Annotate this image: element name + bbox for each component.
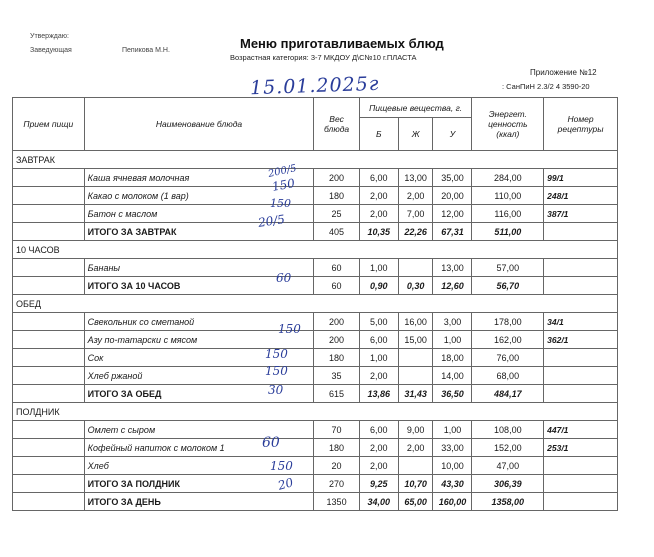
section-row [13, 295, 618, 313]
meal-cell [13, 493, 85, 511]
dish-kcal: 76,00 [472, 349, 544, 367]
dish-kcal: 152,00 [472, 439, 544, 457]
dish-row [13, 205, 618, 223]
total-label: ИТОГО ЗА ПОЛДНИК [84, 475, 314, 493]
col-recipe: Номер рецептуры [544, 98, 618, 151]
dish-recipe: 253/1 [544, 439, 618, 457]
meal-cell [13, 475, 85, 493]
dish-carbs: 12,00 [433, 205, 472, 223]
dish-fat: 2,00 [398, 439, 433, 457]
total-weight: 405 [314, 223, 359, 241]
meal-cell [13, 313, 85, 331]
total-protein: 10,35 [359, 223, 398, 241]
day-total-label: ИТОГО ЗА ДЕНЬ [84, 493, 314, 511]
total-fat: 0,30 [398, 277, 433, 295]
total-label: ИТОГО ЗА 10 ЧАСОВ [84, 277, 314, 295]
dish-name: Сок [84, 349, 314, 367]
meal-cell [13, 385, 85, 403]
dish-protein: 6,00 [359, 331, 398, 349]
col-meal: Прием пищи [13, 98, 85, 151]
menu-table [12, 97, 618, 511]
total-kcal: 56,70 [472, 277, 544, 295]
dish-carbs: 33,00 [433, 439, 472, 457]
dish-kcal: 47,00 [472, 457, 544, 475]
dish-name: Хлеб [84, 457, 314, 475]
dish-name: Какао с молоком (1 вар) [84, 187, 314, 205]
head-label: Заведующая [30, 47, 72, 54]
dish-name: Каша ячневая молочная [84, 169, 314, 187]
dish-carbs: 20,00 [433, 187, 472, 205]
total-carbs: 67,31 [433, 223, 472, 241]
dish-row [13, 187, 618, 205]
total-weight: 615 [314, 385, 359, 403]
col-energy: Энергет. ценность (ккал) [472, 98, 544, 151]
dish-kcal: 284,00 [472, 169, 544, 187]
dish-row [13, 259, 618, 277]
section-row [13, 151, 618, 169]
total-carbs: 43,30 [433, 475, 472, 493]
dish-name: Хлеб ржаной [84, 367, 314, 385]
page-subtitle: Возрастная категория: 3-7 МКДОУ Д\С№10 г.ПЛАСТА [230, 53, 417, 62]
dish-protein: 2,00 [359, 457, 398, 475]
day-total-fat: 65,00 [398, 493, 433, 511]
dish-fat: 15,00 [398, 331, 433, 349]
dish-recipe: 447/1 [544, 421, 618, 439]
dish-carbs: 1,00 [433, 331, 472, 349]
dish-kcal: 110,00 [472, 187, 544, 205]
dish-kcal: 68,00 [472, 367, 544, 385]
col-nutrients: Пищевые вещества, г. [359, 98, 472, 118]
total-label: ИТОГО ЗА ОБЕД [84, 385, 314, 403]
dish-kcal: 57,00 [472, 259, 544, 277]
dish-weight: 200 [314, 331, 359, 349]
dish-protein: 2,00 [359, 439, 398, 457]
dish-carbs: 1,00 [433, 421, 472, 439]
meal-cell [13, 259, 85, 277]
appendix-label: Приложение №12 [530, 68, 597, 77]
approved-label: Утверждаю: [30, 33, 69, 40]
section-row [13, 403, 618, 421]
total-row [13, 385, 618, 403]
dish-fat: 13,00 [398, 169, 433, 187]
section-name: ПОЛДНИК [13, 403, 618, 421]
dish-name: Батон с маслом [84, 205, 314, 223]
dish-recipe: 248/1 [544, 187, 618, 205]
dish-weight: 180 [314, 349, 359, 367]
dish-name: Азу по-татарски с мясом [84, 331, 314, 349]
dish-recipe: 387/1 [544, 205, 618, 223]
dish-carbs: 14,00 [433, 367, 472, 385]
section-row [13, 241, 618, 259]
page-title: Меню приготавливаемых блюд [240, 36, 444, 51]
meal-cell [13, 439, 85, 457]
menu-body [13, 151, 618, 511]
dish-fat [398, 259, 433, 277]
meal-cell [13, 277, 85, 295]
dish-weight: 200 [314, 313, 359, 331]
total-row [13, 223, 618, 241]
meal-cell [13, 367, 85, 385]
dish-fat [398, 349, 433, 367]
total-weight: 270 [314, 475, 359, 493]
section-name: ЗАВТРАК [13, 151, 618, 169]
dish-protein: 1,00 [359, 259, 398, 277]
day-total-weight: 1350 [314, 493, 359, 511]
dish-row [13, 439, 618, 457]
day-total-recipe [544, 493, 618, 511]
dish-kcal: 108,00 [472, 421, 544, 439]
col-u: У [433, 118, 472, 151]
meal-cell [13, 349, 85, 367]
section-name: ОБЕД [13, 295, 618, 313]
meal-cell [13, 421, 85, 439]
dish-fat: 2,00 [398, 187, 433, 205]
day-total-kcal: 1358,00 [472, 493, 544, 511]
total-kcal: 484,17 [472, 385, 544, 403]
dish-protein: 2,00 [359, 187, 398, 205]
total-row [13, 475, 618, 493]
col-dish: Наименование блюда [84, 98, 314, 151]
dish-name: Кофейный напиток с молоком 1 [84, 439, 314, 457]
dish-fat: 16,00 [398, 313, 433, 331]
dish-protein: 6,00 [359, 169, 398, 187]
total-fat: 31,43 [398, 385, 433, 403]
handwritten-note: 30 [268, 383, 284, 397]
dish-protein: 6,00 [359, 421, 398, 439]
dish-weight: 70 [314, 421, 359, 439]
dish-weight: 180 [314, 187, 359, 205]
total-kcal: 511,00 [472, 223, 544, 241]
meal-cell [13, 331, 85, 349]
dish-recipe: 99/1 [544, 169, 618, 187]
col-zh: Ж [398, 118, 433, 151]
total-label: ИТОГО ЗА ЗАВТРАК [84, 223, 314, 241]
handwritten-date: 15.01.2025г [249, 72, 380, 100]
handwritten-note: 60 [262, 435, 280, 451]
total-weight: 60 [314, 277, 359, 295]
meal-cell [13, 187, 85, 205]
dish-carbs: 18,00 [433, 349, 472, 367]
dish-fat [398, 367, 433, 385]
dish-recipe [544, 349, 618, 367]
total-recipe [544, 385, 618, 403]
dish-recipe: 34/1 [544, 313, 618, 331]
day-total-carbs: 160,00 [433, 493, 472, 511]
col-weight: Вес блюда [314, 98, 359, 151]
dish-kcal: 178,00 [472, 313, 544, 331]
meal-cell [13, 169, 85, 187]
total-fat: 10,70 [398, 475, 433, 493]
dish-recipe: 362/1 [544, 331, 618, 349]
meal-cell [13, 205, 85, 223]
dish-carbs: 13,00 [433, 259, 472, 277]
dish-carbs: 3,00 [433, 313, 472, 331]
handwritten-note: 150 [270, 176, 296, 194]
dish-protein: 5,00 [359, 313, 398, 331]
handwritten-note: 150 [278, 322, 301, 336]
dish-protein: 2,00 [359, 205, 398, 223]
dish-recipe [544, 259, 618, 277]
handwritten-note: 150 [270, 459, 293, 473]
dish-carbs: 35,00 [433, 169, 472, 187]
total-carbs: 12,60 [433, 277, 472, 295]
handwritten-note: 150 [265, 364, 288, 378]
dish-row [13, 421, 618, 439]
total-recipe [544, 277, 618, 295]
handwritten-note: 150 [270, 197, 291, 210]
dish-protein: 2,00 [359, 367, 398, 385]
dish-recipe [544, 367, 618, 385]
dish-name: Бананы [84, 259, 314, 277]
handwritten-note: 150 [265, 347, 288, 361]
dish-fat: 7,00 [398, 205, 433, 223]
handwritten-note: 60 [276, 271, 292, 285]
total-row [13, 277, 618, 295]
dish-weight: 35 [314, 367, 359, 385]
dish-name: Свекольник со сметаной [84, 313, 314, 331]
dish-row [13, 313, 618, 331]
section-name: 10 ЧАСОВ [13, 241, 618, 259]
dish-kcal: 162,00 [472, 331, 544, 349]
total-protein: 13,86 [359, 385, 398, 403]
meal-cell [13, 457, 85, 475]
total-recipe [544, 475, 618, 493]
col-b: Б [359, 118, 398, 151]
dish-row [13, 169, 618, 187]
meal-cell [13, 223, 85, 241]
dish-row [13, 349, 618, 367]
total-protein: 9,25 [359, 475, 398, 493]
dish-row [13, 367, 618, 385]
dish-kcal: 116,00 [472, 205, 544, 223]
total-protein: 0,90 [359, 277, 398, 295]
total-recipe [544, 223, 618, 241]
day-total-row [13, 493, 618, 511]
dish-weight: 60 [314, 259, 359, 277]
total-carbs: 36,50 [433, 385, 472, 403]
dish-row [13, 457, 618, 475]
dish-weight: 25 [314, 205, 359, 223]
day-total-protein: 34,00 [359, 493, 398, 511]
dish-fat [398, 457, 433, 475]
dish-carbs: 10,00 [433, 457, 472, 475]
dish-protein: 1,00 [359, 349, 398, 367]
handwritten-note: 20/5 [257, 212, 286, 230]
dish-row [13, 331, 618, 349]
dish-fat: 9,00 [398, 421, 433, 439]
total-fat: 22,26 [398, 223, 433, 241]
total-kcal: 306,39 [472, 475, 544, 493]
handwritten-note: 200/5 [267, 163, 298, 180]
dish-name: Омлет с сыром [84, 421, 314, 439]
dish-weight: 180 [314, 439, 359, 457]
dish-weight: 200 [314, 169, 359, 187]
head-name: Пепикова М.Н. [122, 47, 170, 54]
handwritten-note: 20 [276, 475, 295, 493]
dish-recipe [544, 457, 618, 475]
sanpin-label: : СанПиН 2.3/2 4 3590-20 [502, 82, 590, 91]
dish-weight: 20 [314, 457, 359, 475]
